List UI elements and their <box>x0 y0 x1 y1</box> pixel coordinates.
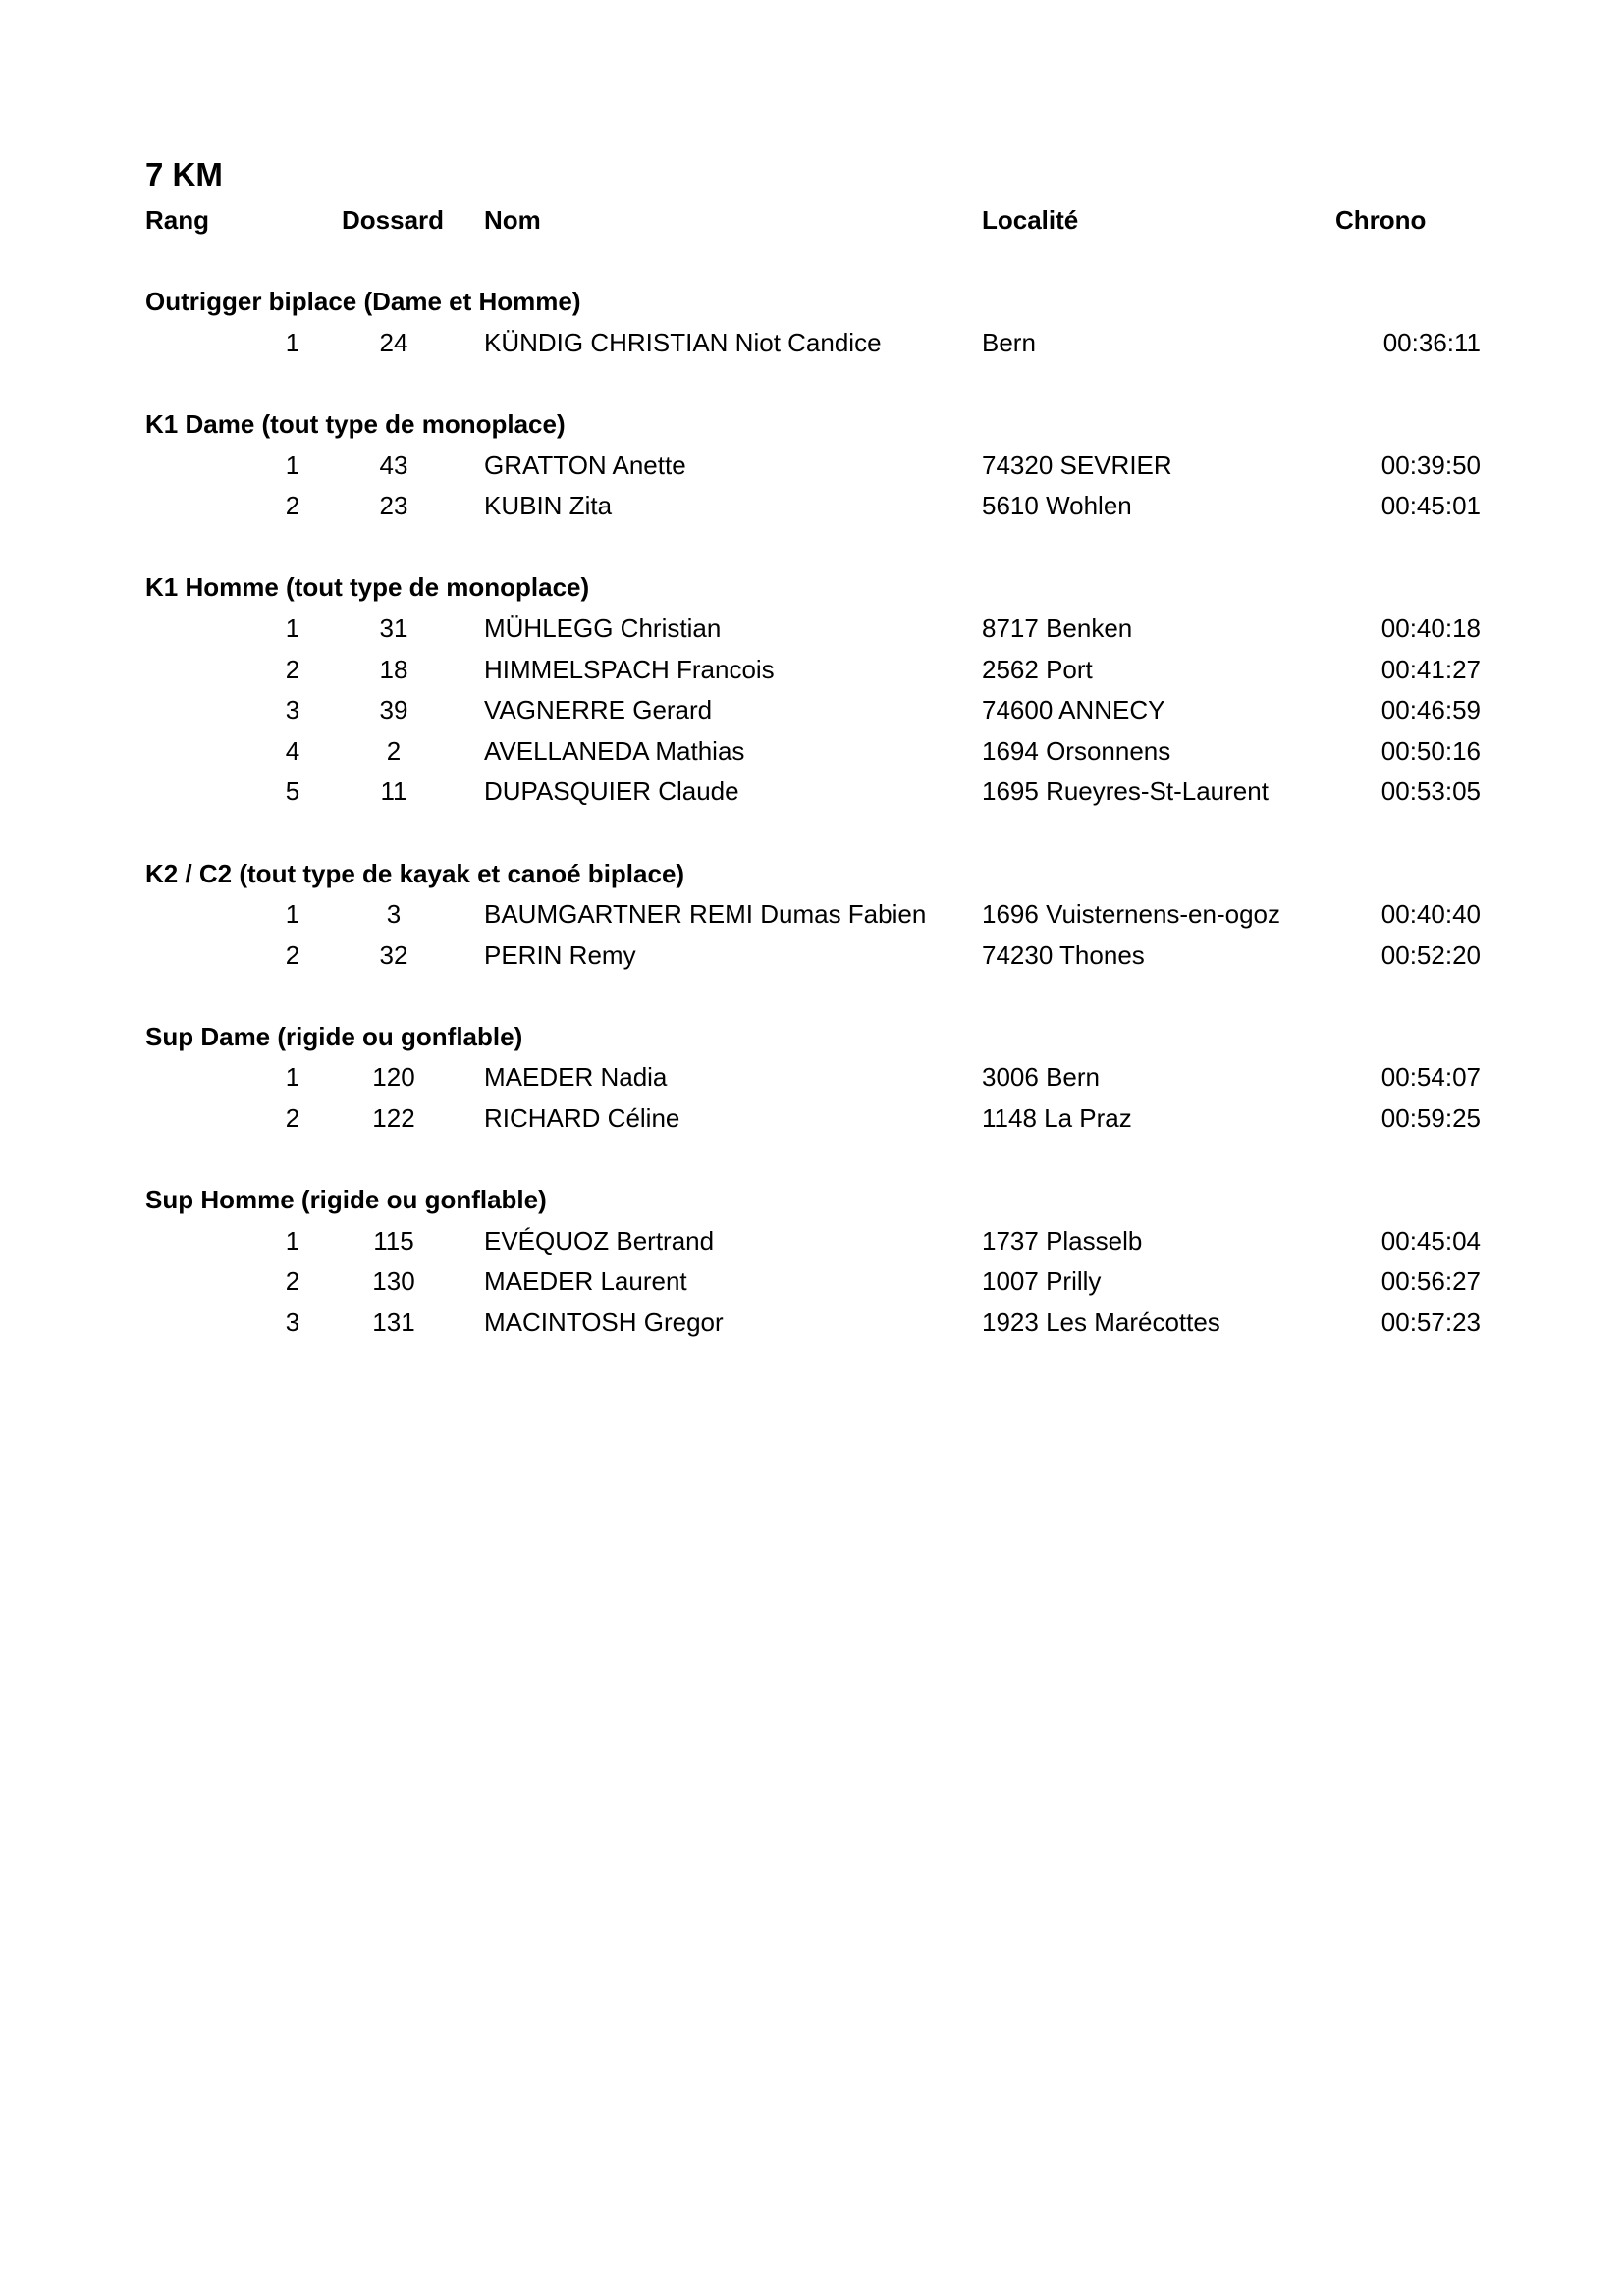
result-row <box>145 1303 1500 1344</box>
locality-cell: 1695 Rueyres-St-Laurent <box>982 776 1269 807</box>
locality-cell: 1007 Prilly <box>982 1266 1102 1297</box>
category-title: Outrigger biplace (Dame et Homme) <box>145 287 581 317</box>
category-title: K1 Homme (tout type de monoplace) <box>145 572 590 603</box>
name-cell: AVELLANEDA Mathias <box>484 735 745 766</box>
bib-cell: 130 <box>372 1266 415 1297</box>
header-rang: Rang <box>145 205 209 235</box>
header-chrono: Chrono <box>1335 205 1427 235</box>
result-row <box>145 446 1500 487</box>
header-dossard: Dossard <box>342 205 445 235</box>
rank-cell: 3 <box>285 1308 300 1338</box>
spacer <box>145 241 1500 283</box>
category-title: Sup Homme (rigide ou gonflable) <box>145 1185 547 1215</box>
result-row <box>145 1221 1500 1262</box>
category-sections <box>145 282 1500 1343</box>
rank-cell: 2 <box>285 1103 300 1134</box>
bib-cell: 11 <box>380 776 407 807</box>
bib-cell: 2 <box>386 735 402 766</box>
category-title: Sup Dame (rigide ou gonflable) <box>145 1021 523 1051</box>
bib-cell: 120 <box>372 1062 415 1093</box>
results-document <box>145 149 1500 1344</box>
rank-cell: 2 <box>285 654 300 684</box>
result-row <box>145 894 1500 935</box>
time-cell: 00:59:25 <box>1380 1103 1481 1134</box>
rank-cell: 1 <box>285 327 300 357</box>
spacer <box>145 813 1500 854</box>
rank-cell: 3 <box>285 695 300 725</box>
rank-cell: 1 <box>285 613 300 643</box>
result-row <box>145 731 1500 773</box>
locality-cell: 1694 Orsonnens <box>982 735 1171 766</box>
category-title: K2 / C2 (tout type de kayak et canoé biplace) <box>145 858 685 888</box>
result-row <box>145 486 1500 527</box>
bib-cell: 23 <box>379 491 408 521</box>
name-cell: MÜHLEGG Christian <box>484 613 722 643</box>
bib-cell: 39 <box>379 695 408 725</box>
locality-cell: 1737 Plasselb <box>982 1225 1143 1255</box>
rank-cell: 1 <box>285 899 300 930</box>
spacer <box>145 976 1500 1017</box>
time-cell: 00:39:50 <box>1380 450 1481 480</box>
time-cell: 00:50:16 <box>1380 735 1481 766</box>
locality-cell: 2562 Port <box>982 654 1093 684</box>
time-cell: 00:46:59 <box>1380 695 1481 725</box>
time-cell: 00:54:07 <box>1380 1062 1481 1093</box>
name-cell: RICHARD Céline <box>484 1103 680 1134</box>
result-row <box>145 1261 1500 1303</box>
locality-cell: 74320 SEVRIER <box>982 450 1172 480</box>
result-row <box>145 772 1500 813</box>
spacer <box>145 527 1500 568</box>
rank-cell: 2 <box>285 939 300 970</box>
bib-cell: 3 <box>386 899 402 930</box>
time-cell: 00:45:01 <box>1380 491 1481 521</box>
locality-cell: 74230 Thones <box>982 939 1145 970</box>
time-cell: 00:36:11 <box>1382 327 1481 357</box>
locality-cell: 5610 Wohlen <box>982 491 1132 521</box>
rank-cell: 2 <box>285 491 300 521</box>
time-cell: 00:57:23 <box>1380 1308 1481 1338</box>
name-cell: GRATTON Anette <box>484 450 686 480</box>
time-cell: 00:45:04 <box>1380 1225 1481 1255</box>
time-cell: 00:40:40 <box>1380 899 1481 930</box>
time-cell: 00:40:18 <box>1380 613 1481 643</box>
locality-cell: 1148 La Praz <box>982 1103 1132 1134</box>
locality-cell: 3006 Bern <box>982 1062 1100 1093</box>
category-title: K1 Dame (tout type de monoplace) <box>145 408 566 439</box>
spacer <box>145 363 1500 404</box>
name-cell: PERIN Remy <box>484 939 636 970</box>
result-row <box>145 1057 1500 1098</box>
bib-cell: 18 <box>379 654 408 684</box>
locality-cell: Bern <box>982 327 1036 357</box>
time-cell: 00:56:27 <box>1380 1266 1481 1297</box>
result-row <box>145 323 1500 364</box>
result-row <box>145 609 1500 650</box>
result-row <box>145 690 1500 731</box>
locality-cell: 1696 Vuisternens-en-ogoz <box>982 899 1281 930</box>
bib-cell: 131 <box>372 1308 415 1338</box>
time-cell: 00:41:27 <box>1380 654 1481 684</box>
rank-cell: 1 <box>285 1225 300 1255</box>
time-cell: 00:53:05 <box>1380 776 1481 807</box>
bib-cell: 32 <box>379 939 408 970</box>
result-row <box>145 650 1500 691</box>
bib-cell: 43 <box>379 450 408 480</box>
header-localite: Localité <box>982 205 1079 235</box>
locality-cell: 74600 ANNECY <box>982 695 1165 725</box>
time-cell: 00:52:20 <box>1380 939 1481 970</box>
spacer <box>145 1140 1500 1181</box>
name-cell: MAEDER Nadia <box>484 1062 668 1093</box>
name-cell: HIMMELSPACH Francois <box>484 654 775 684</box>
rank-cell: 1 <box>285 450 300 480</box>
name-cell: EVÉQUOZ Bertrand <box>484 1225 715 1255</box>
result-row <box>145 935 1500 977</box>
header-nom: Nom <box>484 205 541 235</box>
name-cell: KUBIN Zita <box>484 491 613 521</box>
rank-cell: 1 <box>285 1062 300 1093</box>
name-cell: MACINTOSH Gregor <box>484 1308 724 1338</box>
name-cell: MAEDER Laurent <box>484 1266 687 1297</box>
column-header-row <box>145 200 1500 241</box>
distance-title: 7 KM <box>145 156 223 192</box>
bib-cell: 115 <box>373 1225 414 1255</box>
result-row <box>145 1098 1500 1140</box>
locality-cell: 1923 Les Marécottes <box>982 1308 1220 1338</box>
locality-cell: 8717 Benken <box>982 613 1133 643</box>
name-cell: VAGNERRE Gerard <box>484 695 713 725</box>
name-cell: DUPASQUIER Claude <box>484 776 739 807</box>
bib-cell: 31 <box>379 613 408 643</box>
name-cell: BAUMGARTNER REMI Dumas Fabien <box>484 899 927 930</box>
name-cell: KÜNDIG CHRISTIAN Niot Candice <box>484 327 882 357</box>
bib-cell: 24 <box>379 327 408 357</box>
rank-cell: 2 <box>285 1266 300 1297</box>
bib-cell: 122 <box>372 1103 415 1134</box>
rank-cell: 4 <box>285 735 300 766</box>
rank-cell: 5 <box>285 776 300 807</box>
